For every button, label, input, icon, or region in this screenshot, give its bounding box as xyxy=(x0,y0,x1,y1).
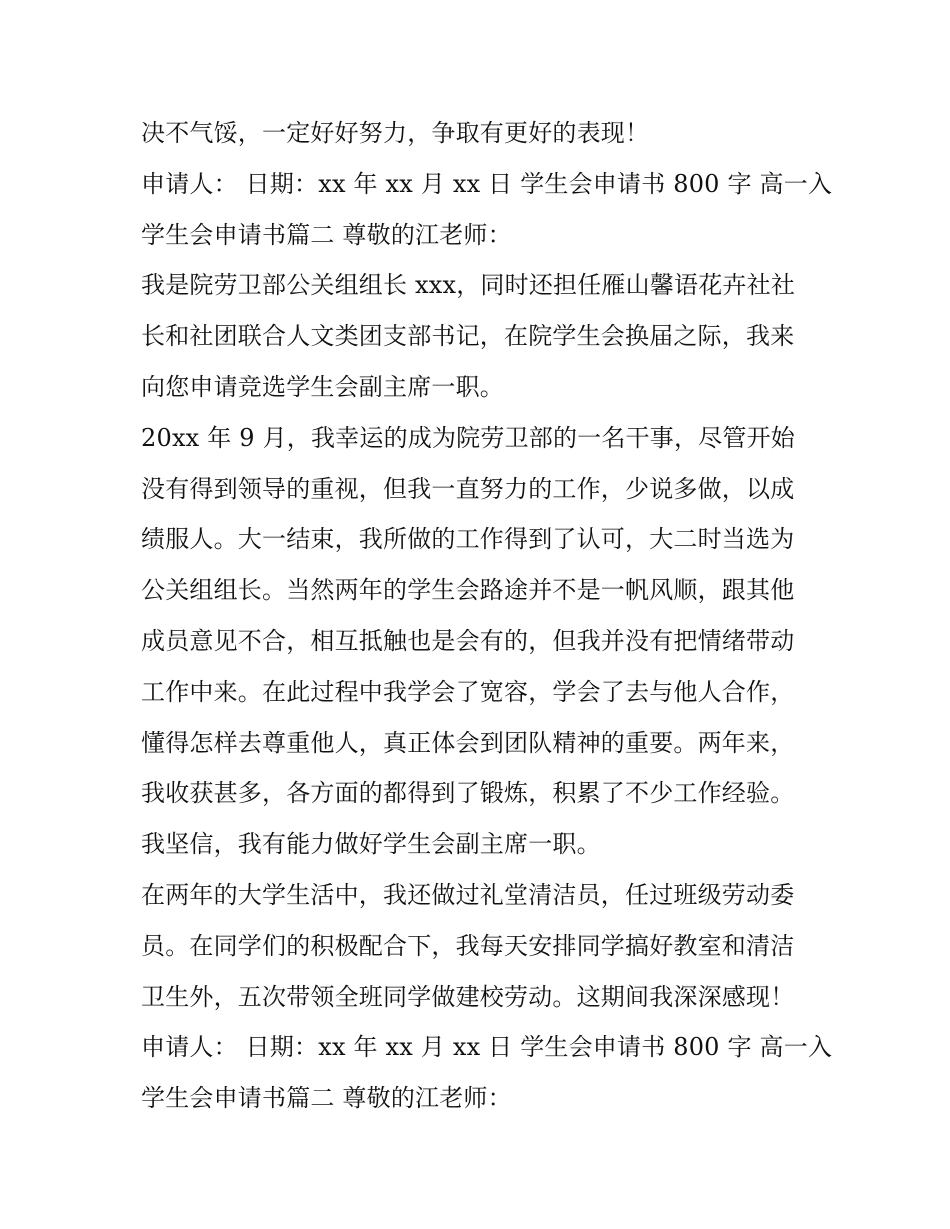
text-line: 20xx 年 9 月，我幸运的成为院劳卫部的一名干事，尽管开始 xyxy=(141,423,795,452)
text-line: 申请人： 日期：xx 年 xx 月 xx 日 学生会申请书 800 字 高一入 xyxy=(141,1033,833,1062)
text-line: 我坚信，我有能力做好学生会副主席一职。 xyxy=(141,830,601,859)
text-line: 工作中来。在此过程中我学会了宽容，学会了去与他人合作， xyxy=(141,677,795,706)
document-body xyxy=(141,108,833,1124)
text-line: 成员意见不合，相互抵触也是会有的，但我并没有把情绪带动 xyxy=(141,626,795,655)
text-line: 我是院劳卫部公关组组长 xxx，同时还担任雁山馨语花卉社社 xyxy=(141,271,796,300)
text-line: 员。在同学们的积极配合下，我每天安排同学搞好教室和清洁 xyxy=(141,931,795,960)
text-line: 绩服人。大一结束，我所做的工作得到了认可，大二时当选为 xyxy=(141,525,795,554)
text-line: 没有得到领导的重视，但我一直努力的工作，少说多做，以成 xyxy=(141,474,795,503)
text-line: 学生会申请书篇二 尊敬的江老师： xyxy=(141,1084,512,1113)
text-line: 公关组组长。当然两年的学生会路途并不是一帆风顺，跟其他 xyxy=(141,576,795,605)
text-line: 卫生外，五次带领全班同学做建校劳动。这期间我深深感现！ xyxy=(141,982,795,1011)
text-line: 决不气馁，一定好好努力，争取有更好的表现！ xyxy=(141,119,650,147)
text-line: 向您申请竞选学生会副主席一职。 xyxy=(141,372,504,401)
text-line: 我收获甚多，各方面的都得到了锻炼，积累了不少工作经验。 xyxy=(141,779,795,808)
text-line: 申请人： 日期：xx 年 xx 月 xx 日 学生会申请书 800 字 高一入 xyxy=(141,169,833,198)
text-line: 在两年的大学生活中，我还做过礼堂清洁员，任过班级劳动委 xyxy=(141,880,795,909)
text-line: 长和社团联合人文类团支部书记，在院学生会换届之际，我来 xyxy=(141,322,795,351)
text-line: 懂得怎样去尊重他人，真正体会到团队精神的重要。两年来， xyxy=(141,728,795,757)
text-line: 学生会申请书篇二 尊敬的江老师： xyxy=(141,220,512,249)
